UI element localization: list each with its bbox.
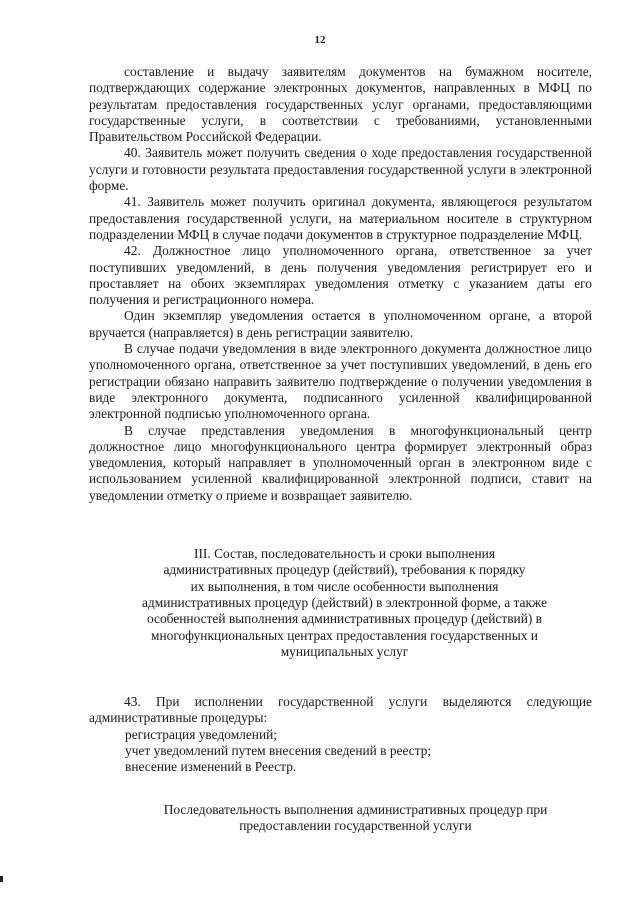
document-body xyxy=(89,64,592,834)
procedure-item: внесение изменений в Реестр. xyxy=(125,759,297,775)
sub-heading xyxy=(89,802,592,835)
section-heading-line: многофункциональных центрах предоставления государственных и xyxy=(151,627,538,643)
procedure-item: учет уведомлений путем внесения сведений в реестр; xyxy=(125,742,432,758)
sub-heading-line: предоставлении государственной услуги xyxy=(239,817,472,833)
paragraph-continuation: составление и выдачу заявителям документов на бумажном носителе, подтверждающих содержание электронных документов, направленных в МФЦ по результатам предоставления государственных услуг органами, предоставляющими государственные услуги, в соответствии с требованиями, установленными Правительством Российской Федерации. xyxy=(89,64,592,145)
procedure-item: регистрация уведомлений; xyxy=(125,726,278,742)
paragraph-43: 43. При исполнении государственной услуги выделяются следующие административные процедуры: xyxy=(89,694,592,726)
section-heading xyxy=(89,546,592,660)
section-heading-line: III. Состав, последовательность и сроки выполнения xyxy=(194,546,495,562)
paragraph-42: 42. Должностное лицо уполномоченного органа, ответственное за учет поступивших уведомлений, в день получения уведомления регистрирует его и проставляет на обоих экземплярах уведомления отметку с указанием даты его получения и регистрационного номера. xyxy=(89,243,592,308)
paragraph-copy: Один экземпляр уведомления остается в уполномоченном органе, а второй вручается (направляется) в день регистрации заявителю. xyxy=(89,308,592,340)
sub-heading-line: Последовательность выполнения административных процедур при xyxy=(163,801,548,817)
section-heading-line: административных процедур (действий) в электронной форме, а также xyxy=(141,594,548,610)
section-heading-line: муниципальных услуг xyxy=(280,643,409,659)
paragraph-40: 40. Заявитель может получить сведения о ходе предоставления государственной услуги и готовности результата предоставления государственной услуги в электронной форме. xyxy=(89,145,592,194)
section-heading-line: административных процедур (действий), требования к порядку xyxy=(163,562,526,578)
page-number: 12 xyxy=(314,34,326,46)
paragraph-electronic: В случае подачи уведомления в виде электронного документа должностное лицо уполномоченного органа, ответственное за учет поступивших уведомлений, в день его регистрации обязано направить заявителю подтверждение о получении уведомления в виде электронного документа, подписанного усиленной квалифицированной электронной подписью уполномоченного органа. xyxy=(89,341,592,422)
paragraph-41: 41. Заявитель может получить оригинал документа, являющегося результатом предоставления государственной услуги, на материальном носителе в структурном подразделении МФЦ в случае подачи документов в структурное подразделение МФЦ. xyxy=(89,194,592,242)
section-heading-line: особенностей выполнения административных процедур (действий) в xyxy=(146,611,543,627)
paragraph-mfc: В случае представления уведомления в многофункциональный центр должностное лицо многофункционального центра формирует электронный образ уведомления, который направляет в уполномоченный орган в электронном виде с использованием усиленной квалифицированной электронной подписи, ставит на уведомлении отметку о приеме и возвращает заявителю. xyxy=(89,422,592,503)
scan-mark xyxy=(0,876,3,882)
section-heading-line: их выполнения, в том числе особенности выполнения xyxy=(190,578,499,594)
